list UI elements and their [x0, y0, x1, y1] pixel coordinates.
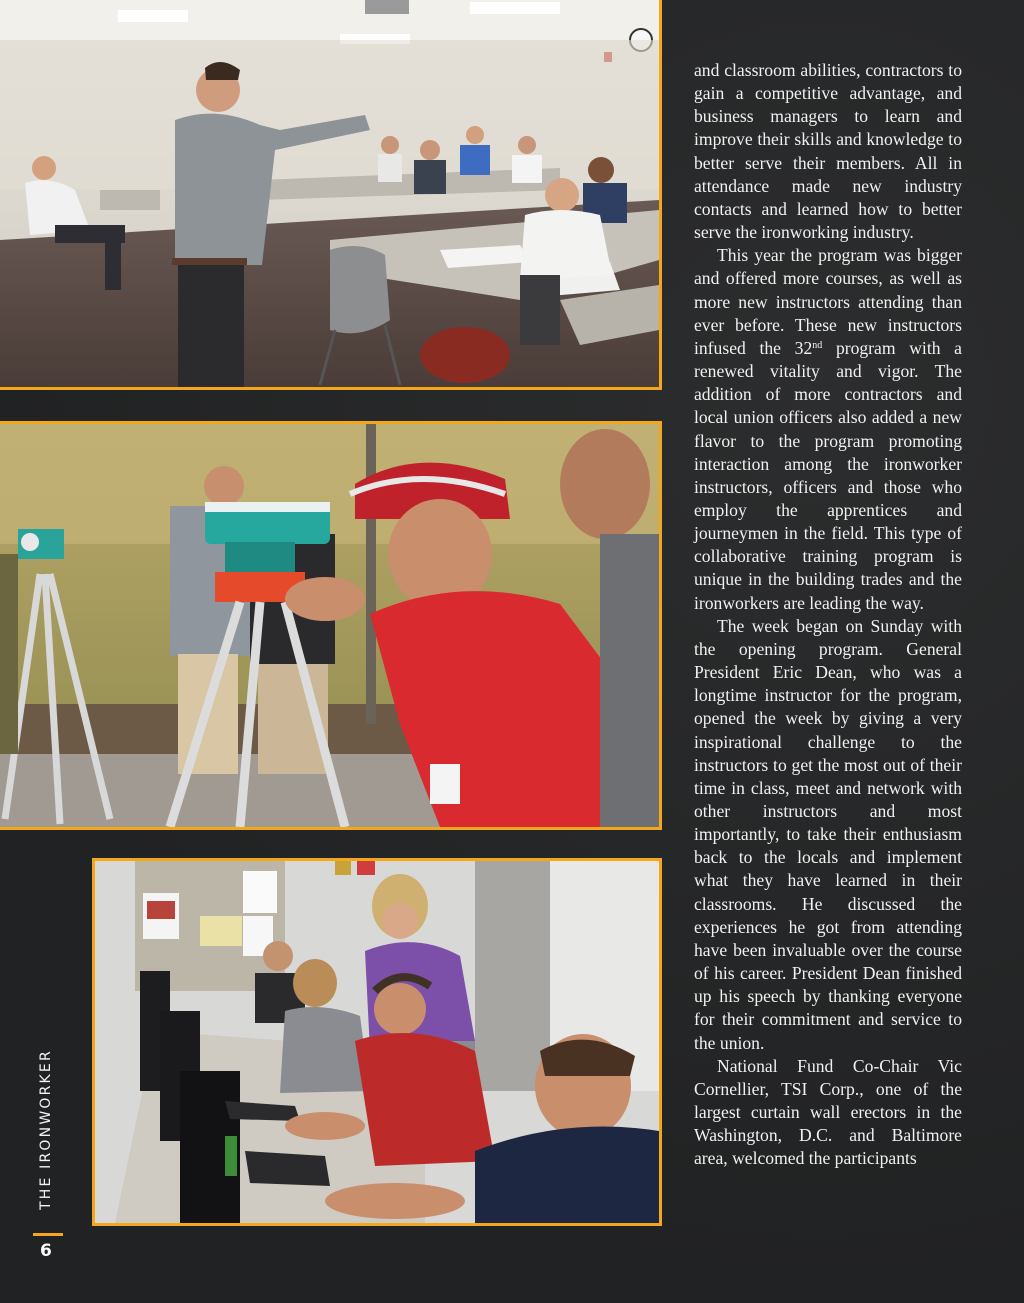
article-body	[694, 59, 962, 1171]
article-paragraph-3: The week began on Sunday with the opening program. General President Eric Dean, who was a longtime instructor for the program, opened the week by giving a very inspirational challenge to the instructors to get the most out of their time in class, meet and network with other instructors and most importantly, to take their enthusiasm back to the locals and implement what they have learned in their classrooms. He discussed the experiences he got from attending have been invaluable over the course of his career. President Dean finished up his speech by thanking everyone for their commitment and service to the union.	[694, 615, 962, 1053]
article-paragraph-2-part-1: This year the program was bigger and offered more courses, as well as more new instructors attending than ever before. These new instructors infused the 32	[694, 245, 962, 358]
article-paragraph-1: and classroom abilities, contractors to gain a competitive advantage, and business managers to learn and improve their skills and knowledge to better serve their members. All in attendance made new industry contacts and learned how to better serve the ironworking industry.	[694, 60, 962, 243]
page-number: 6	[40, 1241, 52, 1261]
page-number-rule	[33, 1233, 63, 1236]
ordinal-superscript: nd	[812, 339, 823, 351]
article-paragraph-2	[694, 244, 962, 615]
classroom-lecture-photo	[0, 0, 662, 390]
article-paragraph-2-part-2: program with a renewed vitality and vigor. The addition of more contractors and local union officers also added a new flavor to the program promoting interaction among the ironworker instructors, officers and those who employ the apprentices and journeymen in the field. This type of collaborative training program is unique in the building trades and the ironworkers are leading the way.	[694, 337, 962, 613]
surveying-instrument-photo	[0, 421, 662, 830]
article-paragraph-4: National Fund Co-Chair Vic Cornellier, TSI Corp., one of the largest curtain wall erectors in the Washington, D.C. and Baltimore area, welcomed the participants	[694, 1055, 962, 1169]
computer-lab-photo	[92, 858, 662, 1226]
publication-title: THE IRONWORKER	[38, 1049, 54, 1210]
